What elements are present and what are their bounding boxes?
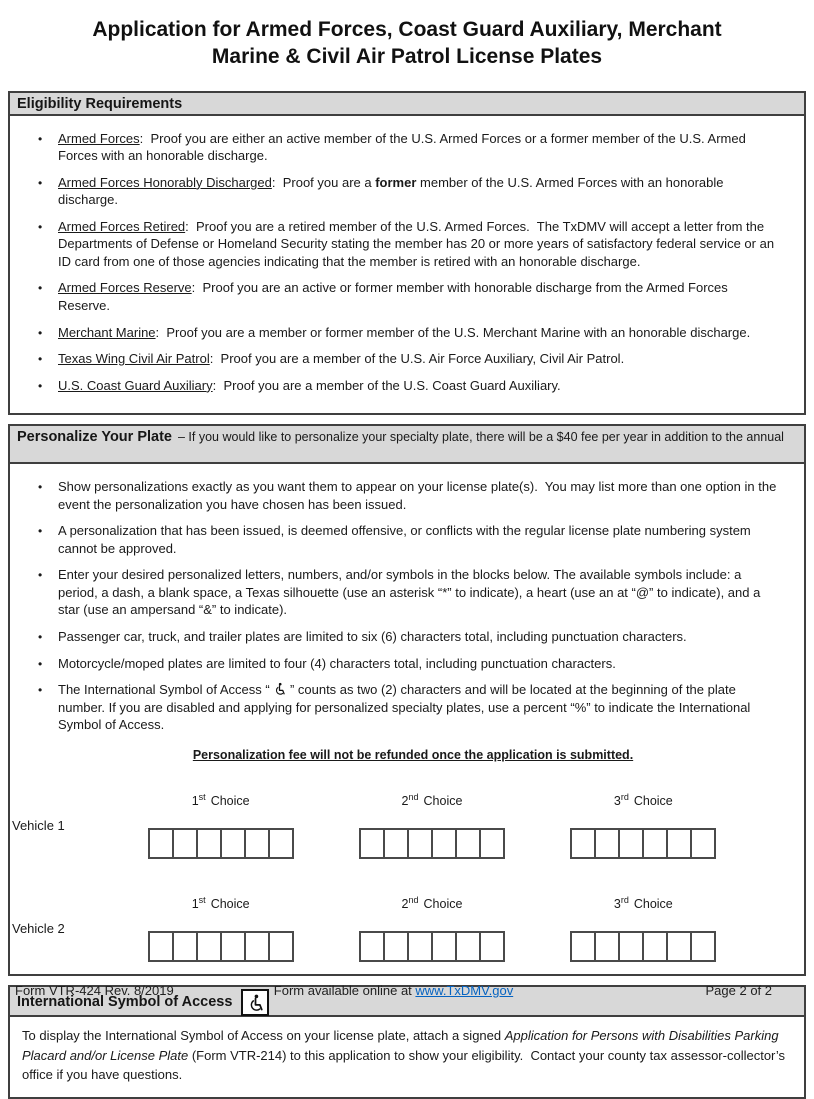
bullet-icon: • [38, 281, 43, 296]
character-cell[interactable] [385, 830, 409, 857]
list-item: • Show personalizations exactly as you want them to appear on your license plate(s). You may list more than one option in the event the personalization you have chosen has been issued. [38, 479, 780, 512]
character-cell[interactable] [481, 933, 503, 960]
vehicle-1-grids-row [10, 812, 804, 859]
list-item: • A personalization that has been issued, is deemed offensive, or conflicts with the regular license plate numbering system cannot be approved. [38, 523, 755, 556]
character-cell[interactable] [692, 933, 714, 960]
choice-header-row [10, 895, 804, 911]
choice-header-row [10, 792, 804, 808]
choice-column-header-1: 1st Choice [191, 894, 250, 912]
character-cell[interactable] [668, 830, 692, 857]
page-title [8, 0, 806, 71]
wheelchair-icon [274, 682, 285, 696]
vehicle-2-grids-row [10, 915, 804, 962]
choice-column-header-2: 2nd Choice [401, 791, 463, 808]
section-body-eligibility [8, 116, 806, 416]
bullet-icon: • [38, 656, 43, 671]
character-cell[interactable] [481, 830, 503, 857]
list-item: • Armed Forces Retired: Proof you are a retired member of the U.S. Armed Forces. The TxDMV will accept a letter from the Departments of Defense or Homeland Security stating the member has 20 or more years of satisfactory federal service or an ID card from one of those agencies indicating that the member is retired with an honorable discharge. [38, 218, 778, 269]
character-cell[interactable] [644, 830, 668, 857]
vehicle-2-personalization-block [10, 895, 804, 974]
section-header-eligibility: Eligibility Requirements [8, 91, 806, 116]
vehicle-label: Vehicle 2 [12, 921, 65, 937]
character-cell[interactable] [174, 933, 198, 960]
bullet-icon: • [38, 480, 43, 495]
page-number: Page 2 of 2 [705, 983, 772, 998]
bullet-icon: • [38, 131, 43, 146]
character-cell[interactable] [198, 830, 222, 857]
character-cell[interactable] [198, 933, 222, 960]
character-cell[interactable] [361, 830, 385, 857]
form-online-note: Form available online at www.TxDMV.gov [273, 983, 514, 998]
bullet-icon: • [38, 568, 43, 583]
character-cell[interactable] [596, 933, 620, 960]
list-item: • Motorcycle/moped plates are limited to four (4) characters total, including punctuation characters. [38, 655, 616, 671]
bullet-icon: • [38, 352, 43, 367]
plate-character-grid-v2-choice3[interactable] [570, 931, 716, 962]
character-cell[interactable] [222, 830, 246, 857]
bullet-icon: • [38, 175, 43, 190]
section-header-personalize-title: Personalize Your Plate [17, 429, 172, 446]
character-cell[interactable] [246, 933, 270, 960]
bullet-icon: • [38, 629, 43, 644]
txdmv-link[interactable]: www.TxDMV.gov [415, 983, 514, 998]
page-title-line2: Marine & Civil Air Patrol License Plates [211, 45, 603, 69]
character-cell[interactable] [668, 933, 692, 960]
character-cell[interactable] [457, 830, 481, 857]
list-item: • Passenger car, truck, and trailer plates are limited to six (6) characters total, including punctuation characters. [38, 628, 687, 644]
section-personalize [8, 424, 806, 976]
list-item: • Merchant Marine: Proof you are a member or former member of the U.S. Merchant Marine with an honorable discharge. [38, 324, 751, 340]
choice-column-header-1: 1st Choice [191, 791, 250, 808]
list-item: • U.S. Coast Guard Auxiliary: Proof you are a member of the U.S. Coast Guard Auxiliary. [38, 377, 561, 393]
list-item: • The International Symbol of Access “ ” counts as two (2) characters and will be located at the beginning of the plate number. If you are disabled and applying for personalized specialty plates, use a percent “%” to indicate the International Symbol of Access. [38, 682, 754, 733]
section-header-personalize-subtext: – If you would like to personalize your specialty plate, there will be a $40 fee per year in addition to the annual [178, 430, 784, 445]
character-cell[interactable] [270, 830, 292, 857]
character-cell[interactable] [572, 933, 596, 960]
page-footer [0, 983, 814, 998]
character-cell[interactable] [620, 830, 644, 857]
section-header-isa-title: International Symbol of Access [17, 993, 233, 1010]
character-cell[interactable] [222, 933, 246, 960]
section-eligibility [8, 91, 806, 416]
bullet-icon: • [38, 524, 43, 539]
fee-notice: Personalization fee will not be refunded once the application is submitted. [192, 747, 634, 762]
section-isa [8, 985, 806, 1099]
form-number: Form VTR-424 Rev. 8/2019 [15, 983, 174, 998]
list-item: • Armed Forces Honorably Discharged: Proof you are a former member of the U.S. Armed Forces with an honorable discharge. [38, 174, 728, 208]
character-cell[interactable] [620, 933, 644, 960]
character-cell[interactable] [361, 933, 385, 960]
character-cell[interactable] [596, 830, 620, 857]
section-body-personalize [8, 464, 806, 976]
plate-character-grid-v2-choice2[interactable] [359, 931, 505, 962]
character-cell[interactable] [644, 933, 668, 960]
section-header-personalize [8, 424, 806, 464]
plate-character-grid-v1-choice1[interactable] [148, 828, 294, 859]
list-item: • Armed Forces: Proof you are either an active member of the U.S. Armed Forces or a former member of the U.S. Armed Forces with an honorable discharge. [38, 130, 750, 164]
vehicle-1-personalization-block [10, 792, 804, 859]
list-item: • Texas Wing Civil Air Patrol: Proof you are a member of the U.S. Air Force Auxiliary, Civil Air Patrol. [38, 351, 625, 367]
plate-character-grid-v1-choice3[interactable] [570, 828, 716, 859]
character-cell[interactable] [150, 933, 174, 960]
bullet-icon: • [38, 325, 43, 340]
character-cell[interactable] [246, 830, 270, 857]
character-cell[interactable] [433, 830, 457, 857]
bullet-icon: • [38, 378, 43, 393]
choice-column-header-3: 3rd Choice [613, 894, 673, 912]
bullet-icon: • [38, 219, 43, 234]
character-cell[interactable] [150, 830, 174, 857]
choice-column-header-3: 3rd Choice [613, 791, 673, 808]
page-title-line1: Application for Armed Forces, Coast Guard Auxiliary, Merchant [92, 18, 722, 41]
choice-column-header-2: 2nd Choice [401, 894, 463, 912]
character-cell[interactable] [692, 830, 714, 857]
character-cell[interactable] [409, 933, 433, 960]
character-cell[interactable] [385, 933, 409, 960]
list-item: • Enter your desired personalized letters, numbers, and/or symbols in the blocks below. The available symbols include: a period, a dash, a blank space, a Texas silhouette (use an asterisk “*” to indicate), a heart (use an at “@” to indicate), and a star (use an ampersand “&” to indicate). [38, 567, 764, 618]
character-cell[interactable] [174, 830, 198, 857]
vehicle-label: Vehicle 1 [12, 817, 65, 833]
character-cell[interactable] [270, 933, 292, 960]
character-cell[interactable] [572, 830, 596, 857]
list-item: • Armed Forces Reserve: Proof you are an active or former member with honorable discharge from the Armed Forces Reserve. [38, 280, 732, 313]
character-cell[interactable] [457, 933, 481, 960]
plate-character-grid-v2-choice1[interactable] [148, 931, 294, 962]
section-body-isa: To display the International Symbol of Access on your license plate, attach a signed Application for Persons with Disabilities Parking Placard and/or License Plate (Form VTR-214) to this application to show your eligibility. Contact your county tax assessor-collector’s office if you have questions. [8, 1017, 806, 1099]
plate-character-grid-v1-choice2[interactable] [359, 828, 505, 859]
character-cell[interactable] [433, 933, 457, 960]
character-cell[interactable] [409, 830, 433, 857]
bullet-icon: • [38, 683, 43, 698]
